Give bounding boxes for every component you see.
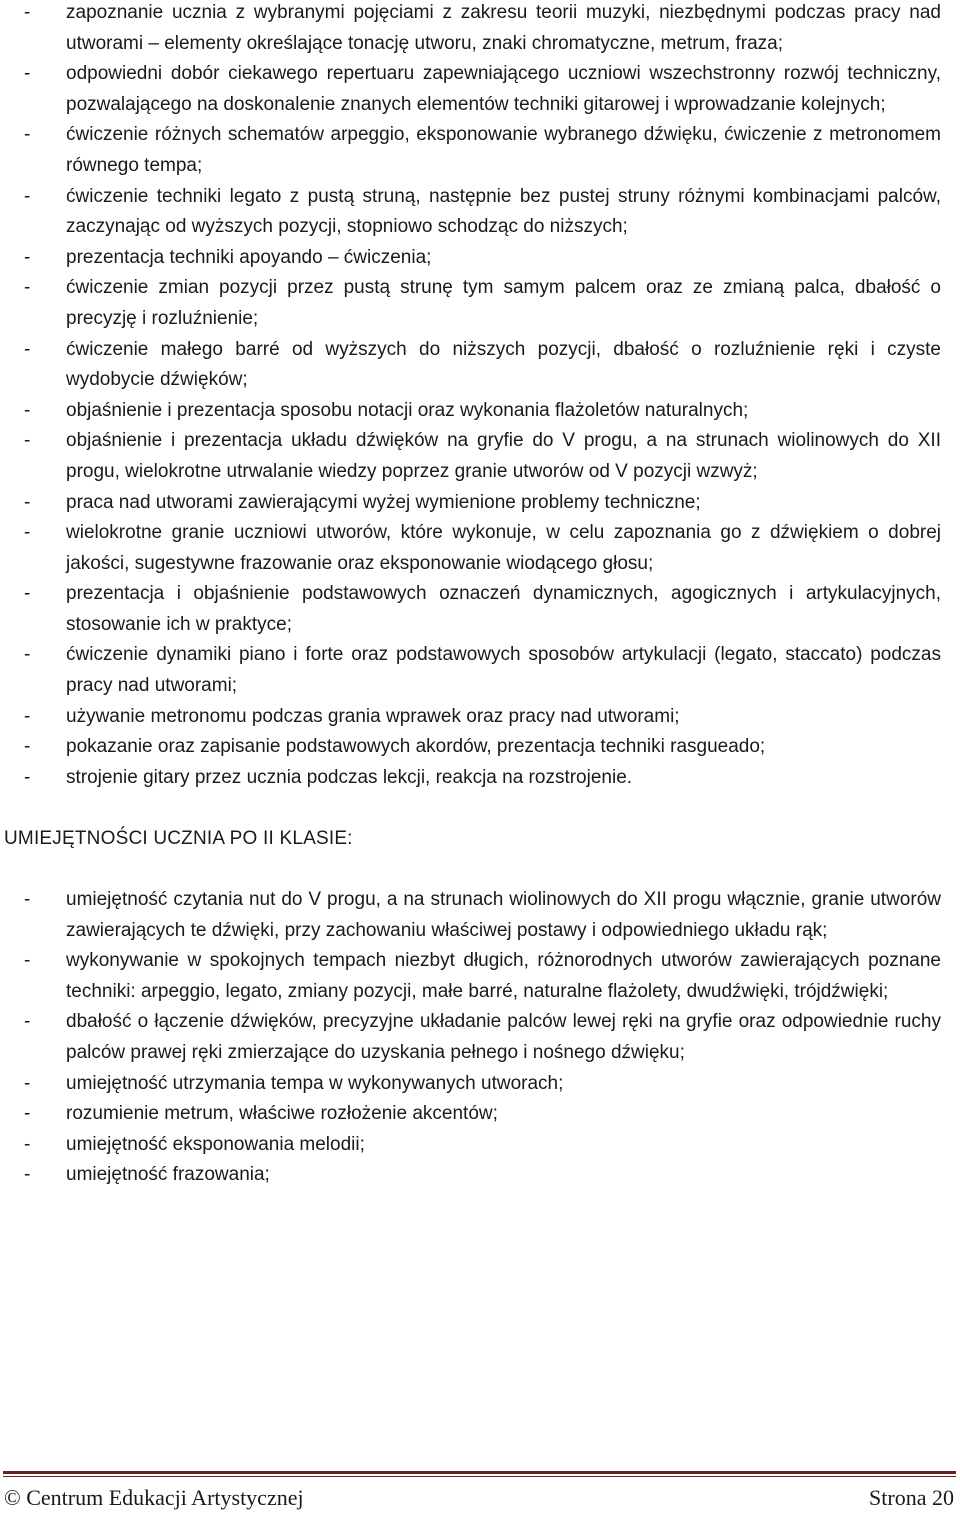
list-dash: - bbox=[24, 338, 31, 360]
list-item-text: ćwiczenie małego barré od wyższych do niższych pozycji, dbałość o rozluźnienie ręki i czyste wydobycie dźwięków; bbox=[66, 338, 941, 391]
list-item-text: praca nad utworami zawierającymi wyżej wymienione problemy techniczne; bbox=[66, 491, 701, 513]
list-item-text: ćwiczenie różnych schematów arpeggio, eksponowanie wybranego dźwięku, ćwiczenie z metronomem równego tempa; bbox=[66, 124, 941, 176]
list-item-text: umiejętność frazowania; bbox=[66, 1164, 270, 1186]
list-dash: - bbox=[24, 736, 31, 758]
list-dash: - bbox=[24, 246, 31, 268]
list-item bbox=[0, 273, 941, 334]
footer-page-number: Strona 20 bbox=[869, 1485, 954, 1510]
list-dash: - bbox=[24, 1011, 31, 1033]
page-footer bbox=[0, 1471, 960, 1515]
list-item bbox=[0, 335, 941, 396]
list-item bbox=[0, 0, 941, 59]
list-item-text: ćwiczenie dynamiki piano i forte oraz podstawowych sposobów artykulacji (legato, staccato) podczas pracy nad utworami; bbox=[66, 644, 941, 697]
list-dash: - bbox=[24, 185, 31, 207]
list-dash: - bbox=[24, 522, 31, 544]
list-item bbox=[0, 579, 941, 640]
list-item bbox=[0, 243, 941, 274]
list-dash: - bbox=[24, 124, 31, 146]
list-item-text: dbałość o łączenie dźwięków, precyzyjne układanie palców lewej ręki na gryfie oraz odpowiednie ruchy palców prawej ręki zmierzające do uzyskania pełnego i nośnego dźwięku; bbox=[66, 1011, 941, 1063]
list-item bbox=[0, 396, 941, 427]
list-dash: - bbox=[24, 277, 31, 299]
list-dash: - bbox=[24, 1103, 31, 1125]
list-item-text: objaśnienie i prezentacja układu dźwięków na gryfie do V progu, a na strunach wiolinowych do XII progu, wielokrotne utrwalanie wiedzy poprzez granie utworów od V pozycji wzwyż; bbox=[66, 430, 941, 482]
footer-rule-thick bbox=[3, 1471, 956, 1474]
list-item bbox=[0, 1130, 941, 1161]
list-item-text: umiejętność eksponowania melodii; bbox=[66, 1133, 365, 1155]
list-dash: - bbox=[24, 889, 31, 911]
list-dash: - bbox=[24, 63, 31, 85]
list-item bbox=[0, 59, 941, 120]
list-item bbox=[0, 763, 941, 794]
list-item bbox=[0, 946, 941, 1007]
list-item bbox=[0, 640, 941, 701]
list-item bbox=[0, 518, 941, 579]
list-dash: - bbox=[24, 1164, 31, 1186]
list-item bbox=[0, 1160, 941, 1191]
student-skills-list bbox=[0, 885, 941, 1191]
list-dash: - bbox=[24, 705, 31, 727]
list-item-text: ćwiczenie techniki legato z pustą struną, następnie bez pustej struny różnymi kombinacjami palców, zaczynając od wyższych pozycji, stopniowo schodząc do niższych; bbox=[66, 185, 941, 238]
list-item-text: wykonywanie w spokojnych tempach niezbyt długich, różnorodnych utworów zawierających poznane techniki: arpeggio, legato, zmiany pozycji, małe barré, naturalne flażolety, dwudźwięki, trójdźwięki; bbox=[66, 950, 941, 1002]
list-item-text: objaśnienie i prezentacja sposobu notacji oraz wykonania flażoletów naturalnych; bbox=[66, 399, 749, 421]
section-heading: UMIEJĘTNOŚCI UCZNIA PO II KLASIE: bbox=[4, 828, 353, 850]
list-item bbox=[0, 120, 941, 181]
list-item-text: strojenie gitary przez ucznia podczas lekcji, reakcja na rozstrojenie. bbox=[66, 766, 633, 788]
list-item-text: pokazanie oraz zapisanie podstawowych akordów, prezentacja techniki rasgueado; bbox=[66, 736, 766, 758]
list-item bbox=[0, 1069, 941, 1100]
list-item-text: umiejętność utrzymania tempa w wykonywanych utworach; bbox=[66, 1072, 564, 1094]
list-item bbox=[0, 885, 941, 946]
list-dash: - bbox=[24, 491, 31, 513]
list-dash: - bbox=[24, 644, 31, 666]
list-item bbox=[0, 426, 941, 487]
list-item bbox=[0, 182, 941, 243]
footer-copyright: © Centrum Edukacji Artystycznej bbox=[4, 1485, 304, 1510]
list-item-text: ćwiczenie zmian pozycji przez pustą strunę tym samym palcem oraz ze zmianą palca, dbałość o precyzję i rozluźnienie; bbox=[66, 277, 941, 329]
footer-rule-thin bbox=[3, 1476, 956, 1477]
list-item-text: używanie metronomu podczas grania wprawek oraz pracy nad utworami; bbox=[66, 705, 680, 727]
list-item bbox=[0, 702, 941, 733]
list-item bbox=[0, 732, 941, 763]
list-item-text: prezentacja i objaśnienie podstawowych oznaczeń dynamicznych, agogicznych i artykulacyjnych, stosowanie ich w praktyce; bbox=[66, 583, 941, 635]
list-item bbox=[0, 1007, 941, 1068]
list-item-text: prezentacja techniki apoyando – ćwiczenia; bbox=[66, 246, 432, 268]
list-item bbox=[0, 1099, 941, 1130]
list-item-text: umiejętność czytania nut do V progu, a na strunach wiolinowych do XII progu włącznie, granie utworów zawierających te dźwięki, przy zachowaniu właściwej postawy i odpowiedniego układu rąk; bbox=[66, 889, 941, 941]
list-dash: - bbox=[24, 2, 31, 23]
list-dash: - bbox=[24, 766, 31, 788]
list-item-text: wielokrotne granie uczniowi utworów, które wykonuje, w celu zapoznania go z dźwiękiem o dobrej jakości, sugestywne frazowanie oraz eksponowanie wiodącego głosu; bbox=[66, 522, 941, 574]
list-dash: - bbox=[24, 399, 31, 421]
list-dash: - bbox=[24, 430, 31, 452]
list-item-text: zapoznanie ucznia z wybranymi pojęciami z zakresu teorii muzyki, niezbędnymi podczas pracy nad utworami – elementy określające tonację utworu, znaki chromatyczne, metrum, fraza; bbox=[66, 2, 941, 54]
list-item-text: rozumienie metrum, właściwe rozłożenie akcentów; bbox=[66, 1103, 498, 1125]
list-dash: - bbox=[24, 950, 31, 972]
list-item-text: odpowiedni dobór ciekawego repertuaru zapewniającego uczniowi wszechstronny rozwój techniczny, pozwalającego na doskonalenie znanych elementów techniki gitarowej i wprowadzanie kolejnych; bbox=[66, 63, 941, 115]
list-dash: - bbox=[24, 1133, 31, 1155]
list-dash: - bbox=[24, 583, 31, 605]
list-item bbox=[0, 488, 941, 519]
list-dash: - bbox=[24, 1072, 31, 1094]
